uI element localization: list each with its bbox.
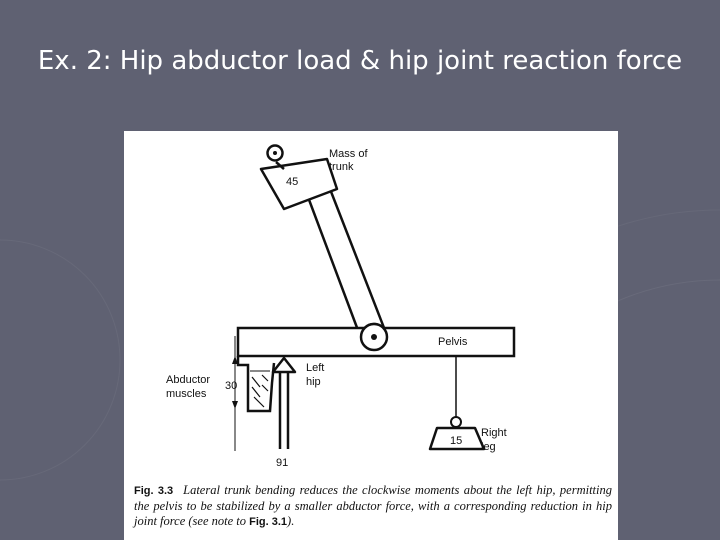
hip-reaction-arrow	[273, 358, 295, 449]
caption-tail: ).	[287, 514, 295, 528]
caption-text: Lateral trunk bending reduces the clockwise moments about the left hip, permitting the pelvis to be stabilized by a smaller abductor force, with a corresponding reduction in hip joint force (see note to	[134, 483, 612, 528]
abductor-muscles-label: Abductor	[166, 374, 211, 386]
left-hip-label-2: hip	[306, 376, 321, 388]
slide-title: Ex. 2: Hip abductor load & hip joint reaction force	[37, 46, 683, 76]
figure-caption	[134, 483, 612, 530]
caption-figure-reference: Fig. 3.1	[249, 516, 288, 528]
trunk-ring	[268, 146, 285, 170]
right-leg-hook	[451, 417, 461, 427]
right-leg-label-2: leg	[481, 441, 496, 453]
diagram-figure	[124, 131, 618, 540]
pelvis-label: Pelvis	[438, 336, 468, 348]
abductor-muscles-label-2: muscles	[166, 388, 207, 400]
leg-mass-value: 15	[450, 435, 463, 447]
abductor-force-value: 30	[225, 380, 238, 392]
left-femur	[238, 356, 274, 411]
left-hip-label: Left	[306, 362, 325, 374]
caption-figure-number: Fig. 3.3	[134, 485, 174, 497]
mass-of-trunk-label: Mass of	[329, 148, 368, 160]
hip-reaction-value: 91	[276, 457, 289, 469]
mass-of-trunk-label-2: trunk	[329, 161, 354, 173]
trunk-mass-value: 45	[286, 176, 299, 188]
right-leg-label: Right	[481, 427, 507, 439]
